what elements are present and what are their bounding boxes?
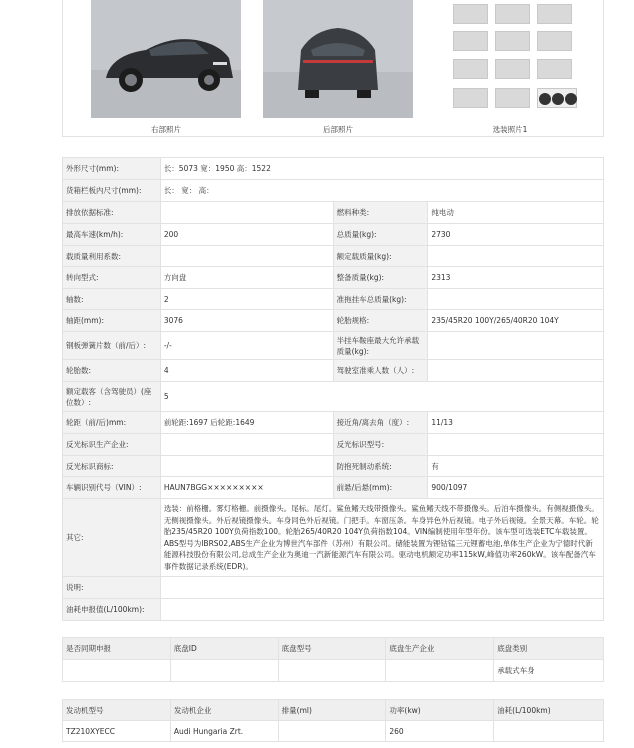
- car-side-icon: [91, 0, 241, 118]
- spec-value: 3076: [160, 310, 333, 332]
- spec-value: [428, 246, 604, 267]
- option-thumb[interactable]: [453, 88, 488, 108]
- vin-value: HAUN7BGG×××××××××: [160, 477, 333, 499]
- spec-value: -/-: [160, 332, 333, 360]
- spec-value: [160, 577, 603, 599]
- spec-value: [160, 434, 333, 456]
- spec-value: 前轮距:1697 后轮距:1649: [160, 412, 333, 434]
- spec-value: [160, 599, 603, 621]
- right-photo-caption: 右部照片: [151, 125, 181, 134]
- spec-value: 4: [160, 360, 333, 382]
- engine-cell: 260: [386, 721, 494, 742]
- spec-label: 防抱死制动系统:: [333, 456, 428, 477]
- chassis-header: 底盘型号: [278, 638, 386, 660]
- spec-value: 2313: [428, 267, 604, 289]
- option-thumb[interactable]: [495, 59, 530, 79]
- option-photo-grid[interactable]: [453, 4, 585, 112]
- engine-table: [62, 699, 604, 742]
- spec-value: 有: [428, 456, 604, 477]
- spec-label: 反光标识商标:: [63, 456, 161, 477]
- spec-value: 方向盘: [160, 267, 333, 289]
- spec-label: 反光标识型号:: [333, 434, 428, 456]
- spec-label: 接近角/离去角（度）:: [333, 412, 428, 434]
- spec-label: 前悬/后悬(mm):: [333, 477, 428, 499]
- spec-value: [428, 360, 604, 382]
- spec-label: 排放依据标准:: [63, 202, 161, 224]
- spec-value: 2: [160, 289, 333, 310]
- spec-value: 900/1097: [428, 477, 604, 499]
- spec-label: 整备质量(kg):: [333, 267, 428, 289]
- spec-value: 长： 宽： 高：: [160, 180, 603, 202]
- spec-label: 轮距（前/后)mm:: [63, 412, 161, 434]
- spec-value: [428, 434, 604, 456]
- chassis-cell: [278, 660, 386, 682]
- rear-photo[interactable]: [263, 0, 413, 118]
- spec-label: 车辆识别代号（VIN）:: [63, 477, 161, 499]
- engine-cell: Audi Hungaria Zrt.: [170, 721, 278, 742]
- spec-label: 轮胎规格:: [333, 310, 428, 332]
- chassis-cell: 承载式车身: [494, 660, 604, 682]
- spec-label: 载质量利用系数:: [63, 246, 161, 267]
- spec-label: 货箱栏板内尺寸(mm):: [63, 180, 161, 202]
- spec-label: 轮胎数:: [63, 360, 161, 382]
- engine-header: 油耗(L/100km): [494, 700, 604, 721]
- spec-label: 说明:: [63, 577, 161, 599]
- spec-label: 额定载质量(kg):: [333, 246, 428, 267]
- engine-header: 发动机型号: [63, 700, 171, 721]
- other-notes: 选装：前格栅。雾灯格栅。前摄像头。尾标。尾灯。鲨鱼鳍天线带摄像头。鲨鱼鳍天线不带摄像头。后泊车摄像头。有侧视摄像头。无侧视摄像头。外后视镜摄像头。车身同色外后视镜。门把手。车窗压条。车身异色外后视镜。电子外后视镜。全景天幕。车轮。轮胎235/45R20 100Y负荷指数100。轮胎265/40R20 104Y负荷指数104。VIN编制使用年型年份。该车型可选装ETC车载装置。ABS型号为IBRS02,ABS生产企业为博世汽车部件（苏州）有限公司。储能装置为锂钴锰三元锂蓄电池,单体生产企业为宁德时代新能源科技股份有限公司,总成生产企业为奥迪一汽新能源汽车有限公司。驱动电机额定功率115kW,峰值功率260kW。该车配备汽车事件数据记录系统(EDR)。: [160, 499, 603, 577]
- engine-cell: TZ210XYECC: [63, 721, 171, 742]
- spec-label: 驾驶室准乘人数（人）:: [333, 360, 428, 382]
- chassis-header: 底盘ID: [170, 638, 278, 660]
- spec-value: 5: [160, 382, 603, 412]
- spec-label: 额定载客（含驾驶员）(座位数）:: [63, 382, 161, 412]
- spec-label: 转向型式:: [63, 267, 161, 289]
- spec-label: 半挂车鞍座最大允许承载质量(kg):: [333, 332, 428, 360]
- engine-header: 发动机企业: [170, 700, 278, 721]
- rear-photo-caption: 后部照片: [323, 125, 353, 134]
- spec-label: 轴数:: [63, 289, 161, 310]
- option-thumb[interactable]: [453, 59, 488, 79]
- chassis-cell: [170, 660, 278, 682]
- spec-value: 11/13: [428, 412, 604, 434]
- spec-value: [428, 289, 604, 310]
- spec-label: 最高车速(km/h):: [63, 224, 161, 246]
- car-rear-icon: [263, 0, 413, 118]
- chassis-cell: [386, 660, 494, 682]
- spec-value: 235/45R20 100Y/265/40R20 104Y: [428, 310, 604, 332]
- spec-table: [62, 157, 604, 621]
- option-thumb[interactable]: [495, 4, 530, 24]
- wheel-icon: [538, 89, 578, 109]
- engine-header: 功率(kw): [386, 700, 494, 721]
- engine-cell: [278, 721, 386, 742]
- spec-label: 总质量(kg):: [333, 224, 428, 246]
- spec-label: 轴距(mm):: [63, 310, 161, 332]
- right-photo[interactable]: [91, 0, 241, 118]
- spec-label: 准拖挂车总质量(kg):: [333, 289, 428, 310]
- spec-label: 钢板弹簧片数（前/后）:: [63, 332, 161, 360]
- option-thumb[interactable]: [453, 31, 488, 51]
- photo-section: [62, 0, 604, 137]
- spec-value: 纯电动: [428, 202, 604, 224]
- spec-label: 反光标识生产企业:: [63, 434, 161, 456]
- spec-value: [160, 456, 333, 477]
- spec-label: 外形尺寸(mm):: [63, 158, 161, 180]
- spec-value: [160, 246, 333, 267]
- wheel-thumb[interactable]: [537, 88, 577, 108]
- spec-label: 油耗申报值(L/100km):: [63, 599, 161, 621]
- option-thumb[interactable]: [537, 31, 572, 51]
- option-thumb[interactable]: [495, 31, 530, 51]
- spec-label: 其它:: [63, 499, 161, 577]
- chassis-header: 底盘类别: [494, 638, 604, 660]
- options-photo-caption: 选装照片1: [492, 125, 528, 134]
- spec-value: [428, 332, 604, 360]
- engine-cell: [494, 721, 604, 742]
- spec-value: 200: [160, 224, 333, 246]
- chassis-table: [62, 637, 604, 682]
- spec-value: 长：5073 宽：1950 高：1522: [160, 158, 603, 180]
- spec-label: 燃料种类:: [333, 202, 428, 224]
- option-thumb[interactable]: [537, 59, 572, 79]
- spec-value: 2730: [428, 224, 604, 246]
- option-thumb[interactable]: [495, 88, 530, 108]
- chassis-header: 是否同期申报: [63, 638, 171, 660]
- chassis-header: 底盘生产企业: [386, 638, 494, 660]
- chassis-cell: [63, 660, 171, 682]
- option-thumb[interactable]: [453, 4, 488, 24]
- option-thumb[interactable]: [537, 4, 572, 24]
- spec-value: [160, 202, 333, 224]
- engine-header: 排量(ml): [278, 700, 386, 721]
